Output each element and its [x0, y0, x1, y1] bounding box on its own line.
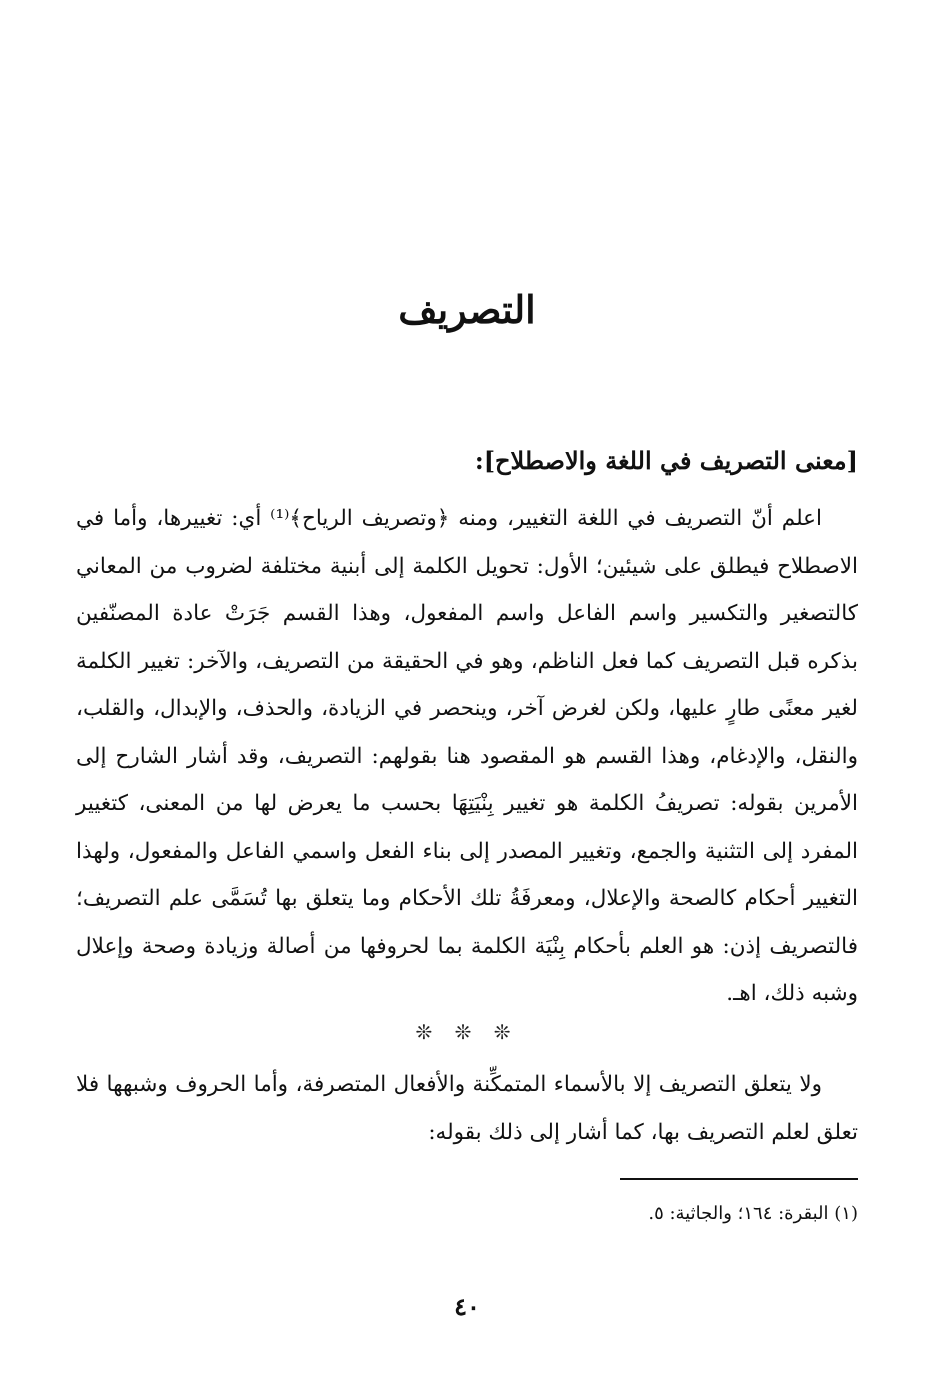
chapter-title: التصريف: [398, 287, 536, 332]
footnote-divider: [620, 1178, 858, 1180]
footnote: (١) البقرة: ١٦٤؛ والجاثية: ٥.: [648, 1203, 858, 1224]
paragraph-definition: اعلم أنّ التصريف في اللغة التغيير، ومنه ﴿وتصريف الرياح﴾⁽¹⁾ أي: تغييرها، وأما في الاصطلاح فيطلق على شيئين؛ الأول: تحويل الكلمة إلى أبنية مختلفة لضروب من المعاني كالتصغير والتكسير واسم الفاعل واسم المفعول، وهذا القسم جَرَتْ عادة المصنّفين بذكره قبل التصريف كما فعل الناظم، وهو في الحقيقة من التصريف، والآخر: تغيير الكلمة لغير معنًى طارٍ عليها، ولكن لغرض آخر، وينحصر في الزيادة، والحذف، والإبدال، والقلب، والنقل، والإدغام، وهذا القسم هو المقصود هنا بقولهم: التصريف، وقد أشار الشارح إلى الأمرين بقوله: تصريفُ الكلمة هو تغيير بِنْيَتِهَا بحسب ما يعرض لها من المعنى، كتغيير المفرد إلى التثنية والجمع، وتغيير المصدر إلى بناء الفعل واسمي الفاعل والمفعول، ولهذا التغيير أحكام كالصحة والإعلال، ومعرفَةُ تلك الأحكام وما يتعلق بها تُسَمَّى علم التصريف؛ فالتصريف إذن: هو العلم بأحكام بِنْيَة الكلمة بما لحروفها من أصالة وزيادة وصحة وإعلال وشبه ذلك، اهـ.: [76, 506, 858, 1006]
section-heading: [معنى التصريف في اللغة والاصطلاح]:: [474, 446, 858, 475]
page-number: ٤٠: [454, 1292, 480, 1321]
section-separator: ❊ ❊ ❊: [415, 1020, 519, 1044]
paragraph-scope: ولا يتعلق التصريف إلا بالأسماء المتمكِّنة والأفعال المتصرفة، وأما الحروف وشبهها فلا تعلق لعلم التصريف بها، كما أشار إلى ذلك بقوله:: [76, 1072, 858, 1145]
